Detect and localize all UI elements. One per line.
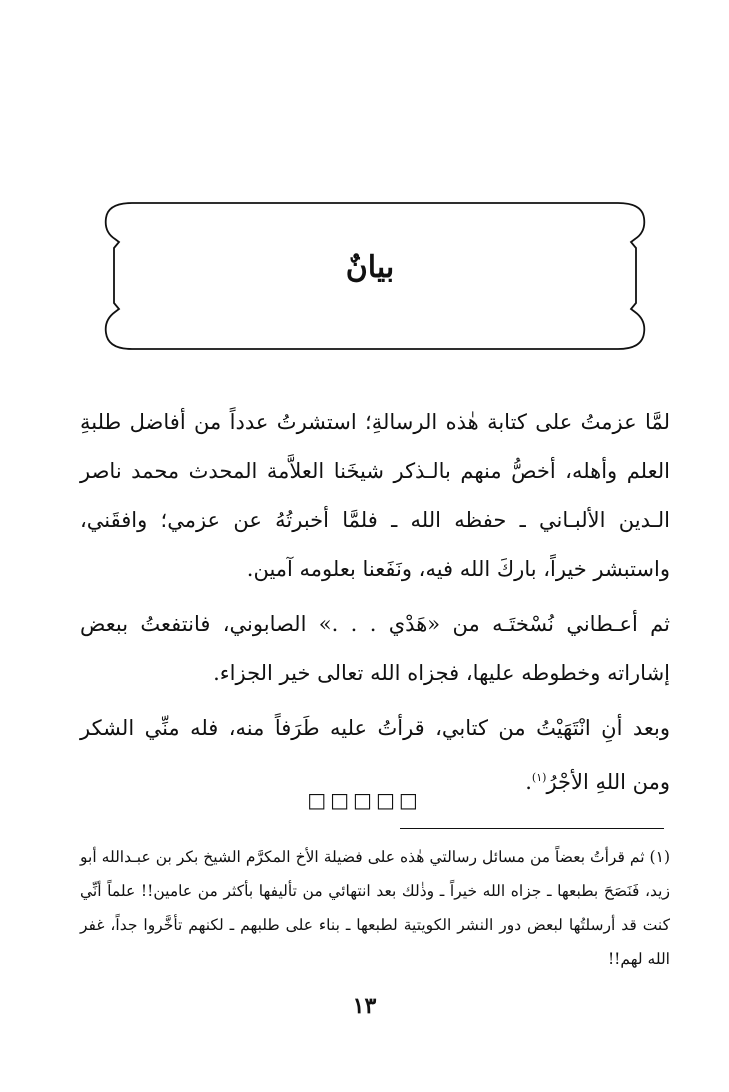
paragraph-2: ثم أعـطاني نُسْختَـه من «هَدْي . . .» الصابوني، فانتفعتُ ببعض إشاراته وخطوطه عليها، فجزاه الله تعالى خير الجزاء. — [80, 612, 670, 685]
footnote-marker[interactable]: (١) — [531, 771, 547, 784]
page-title: بيانٌ — [345, 250, 395, 285]
footnote-rule — [400, 828, 664, 829]
main-text — [80, 398, 670, 813]
paragraph-3-end: . — [525, 770, 532, 794]
footnote: (١) ثم قرأتُ بعضاً من مسائل رسالتي هٰذه على فضيلة الأخ المكرَّم الشيخ بكر بن عبـدالله أبو زيد، فَنَصَحَ بطبعها ـ جزاه الله خيراً ـ وذٰلك بعد انتهائي من تأليفها بأكثر من عامين!! علماً أنِّي كنت قد أرسلتُها لبعض دور النشر الكويتية لطبعها ـ بناء على طلبهم ـ لكنهم تأخَّروا جداً، غفر الله لهم!! — [80, 848, 670, 968]
section-separator: □□□□□ — [307, 788, 422, 812]
paragraph-1: لمَّا عزمتُ على كتابة هٰذه الرسالةِ؛ استشرتُ عدداً من أفاضل طلبةِ العلم وأهله، أخصُّ منهم بالـذكر شيخَنا العلاَّمة المحدث محمد ناصر الـدين الألبـاني ـ حفظه الله ـ فلمَّا أخبرتُهُ عن عزمي؛ وافقَني، واستبشر خيراً، باركَ الله فيه، ونَفَعنا بعلومه آمين. — [80, 410, 670, 581]
paragraph-3-text: وبعد أنِ انْتَهَيْتُ من كتابي، قرأتُ عليه طَرَفاً منه، فله منِّي الشكر ومن اللهِ الأجْرُ — [80, 716, 670, 794]
page-number: ١٣ — [352, 993, 377, 1019]
